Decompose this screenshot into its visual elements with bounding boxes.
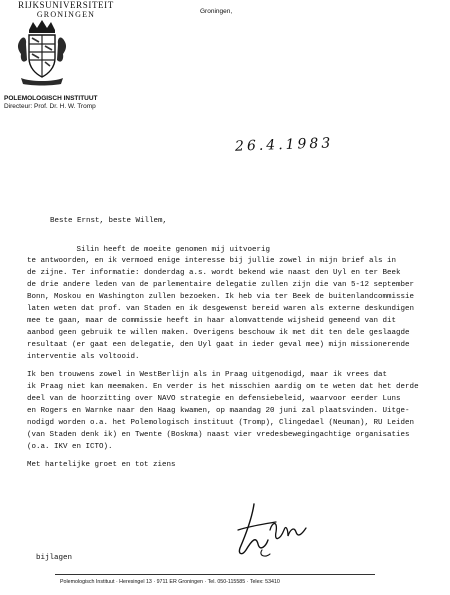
- footer-divider: [55, 574, 375, 575]
- footer-address: Polemologisch Instituut · Heresingel 13 · 9711 ER Groningen · Tel. 050-115585 · Telex: 53410: [60, 579, 280, 585]
- enclosure-note: bijlagen: [36, 554, 73, 562]
- institute-name: POLEMOLOGISCH INSTITUUT: [4, 95, 98, 102]
- body-line: Silin heeft de moeite genomen mij uitvoerig: [27, 246, 271, 254]
- handwritten-date: 26.4.1983: [234, 135, 334, 155]
- body-line: deel van de hoorzitting over NAVO strategie en defensiebeleid, waarvoor eerder Luns: [27, 395, 401, 403]
- body-line: Ik ben trouwens zowel in WestBerlijn als in Praag uitgenodigd, maar ik vrees dat: [27, 371, 388, 379]
- body-line: Bonn, Moskou en Washington zullen bezoeken. Ik heb via ter Beek de buitenlandcommissie: [27, 293, 415, 301]
- body-line: interventie als voltooid.: [27, 353, 140, 361]
- body-line: aanbod geen gebruik te willen maken. Overigens beschouw ik met dit ten dele geslaagde: [27, 329, 410, 337]
- body-line: de drie andere leden van de parlementaire delegatie zullen zijn die van 5-12 september: [27, 281, 415, 289]
- body-line: de zijne. Ter informatie: donderdag a.s. wordt bekend wie naast den Uyl en ter Beek: [27, 269, 401, 277]
- body-line: ik Praag niet kan meemaken. En verder is het misschien aardig om te weten dat het derde: [27, 383, 419, 391]
- body-line: te antwoorden, en ik vermoed enige interesse bij jullie zowel in mijn brief als in: [27, 257, 397, 265]
- body-line: (o.a. IKV en ICTO).: [27, 443, 113, 451]
- university-city: GRONINGEN: [36, 10, 96, 19]
- director-line: Directeur: Prof. Dr. H. W. Tromp: [4, 103, 96, 110]
- university-name: RIJKSUNIVERSITEIT: [18, 0, 114, 10]
- salutation: Beste Ernst, beste Willem,: [50, 217, 168, 225]
- body-line: mee te gaan, maar de commissie heeft in haar alomvattende wijsheid gemeend van dit: [27, 317, 397, 325]
- body-line: en Rogers en Warnke naar den Haag kwamen, op maandag 20 juni zal plaatsvinden. Uitge-: [27, 407, 410, 415]
- handwritten-signature: [236, 500, 316, 562]
- body-line: laten weten dat prof. van Staden en ik desgewenst bereid waren als externe deskundigen: [27, 305, 415, 313]
- body-line: (van Staden denk ik) en Twente (Boskma) naast vier vredesbewegingachtige organisaties: [27, 431, 410, 439]
- body-line: nodigd worden o.a. het Polemologisch instituut (Tromp), Clingedael (Neuman), RU Leiden: [27, 419, 415, 427]
- place-label: Groningen,: [200, 8, 233, 15]
- body-line: resultaat (er gaat een delegatie, den Uyl gaat in ieder geval mee) mijn missionerende: [27, 341, 410, 349]
- closing-line: Met hartelijke groet en tot ziens: [27, 461, 176, 469]
